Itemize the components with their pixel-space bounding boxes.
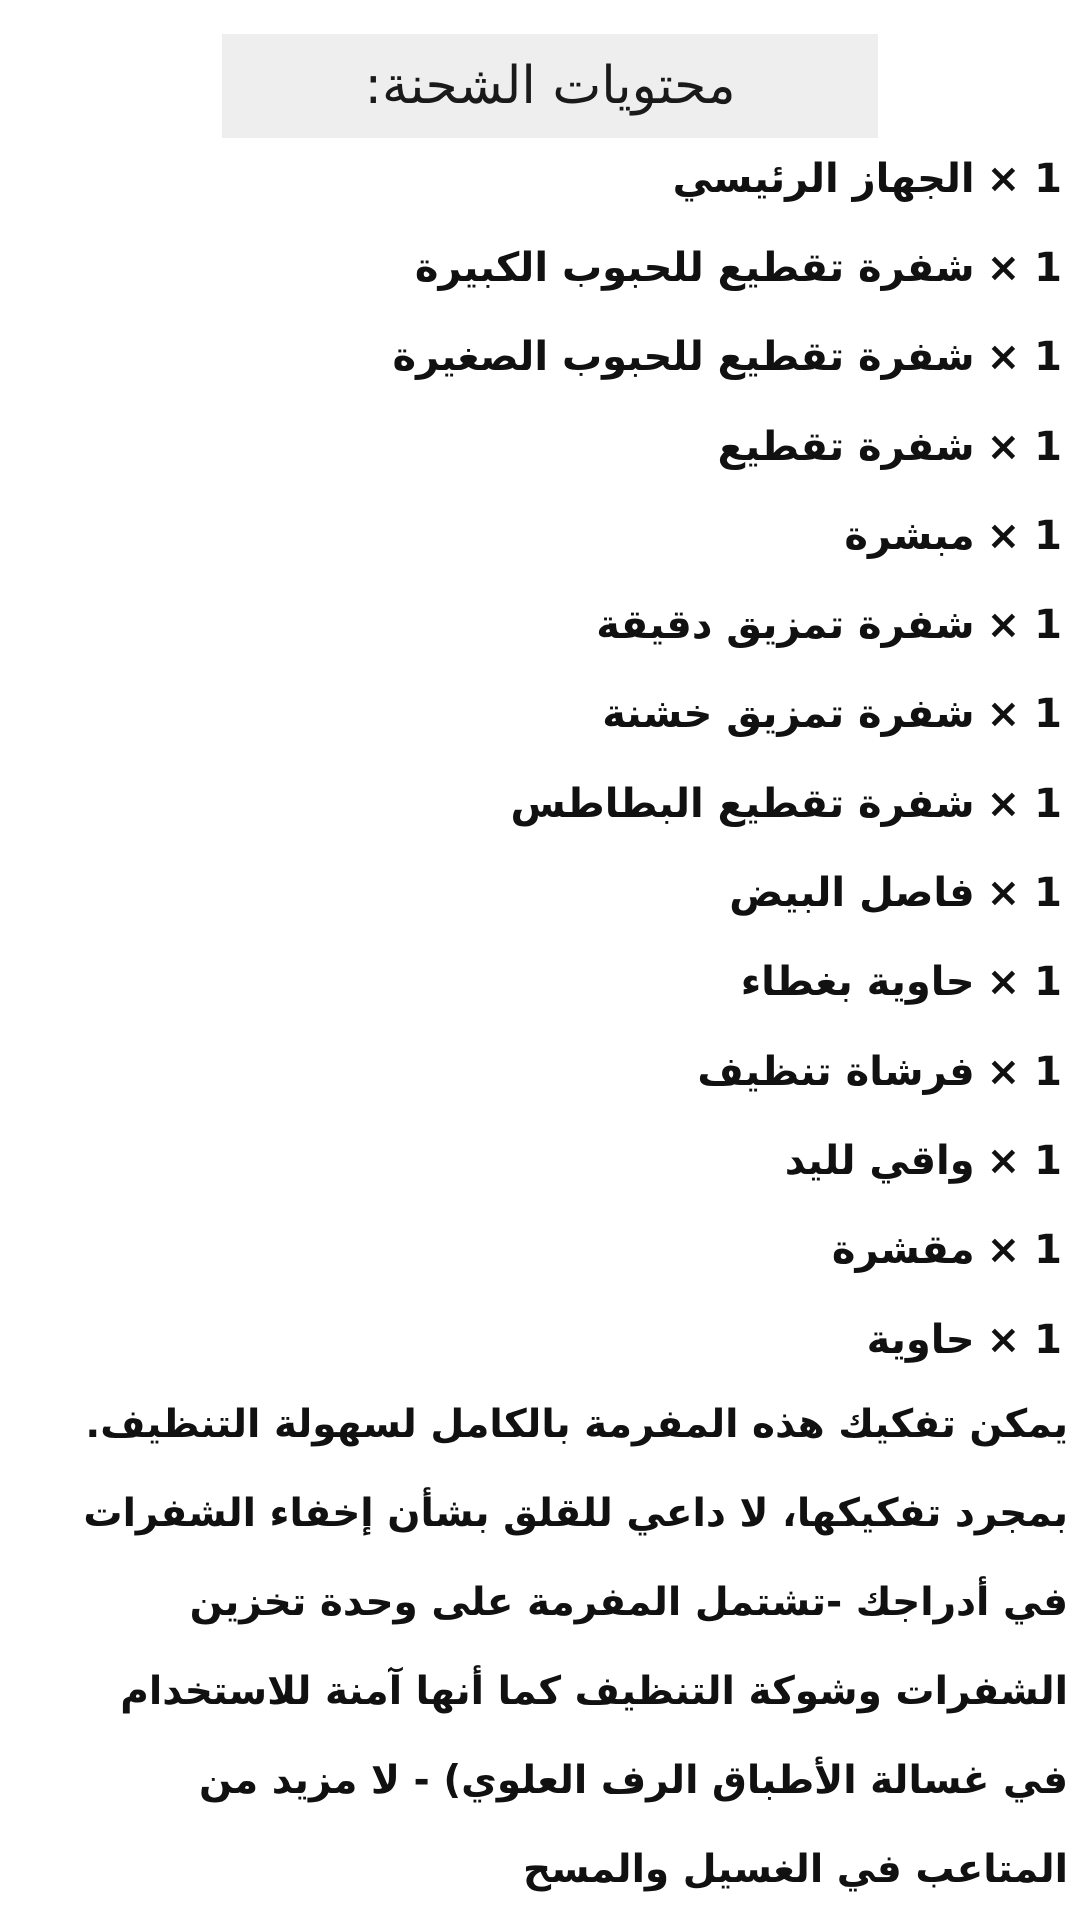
item-label: فاصل البيض xyxy=(729,870,975,917)
multiply-sign: × xyxy=(986,602,1021,649)
item-quantity: 1 xyxy=(1034,244,1062,291)
multiply-sign: × xyxy=(986,1316,1021,1363)
multiply-sign: × xyxy=(986,870,1021,917)
item-label: مقشرة xyxy=(831,1227,975,1274)
item-quantity: 1 xyxy=(1034,780,1062,827)
list-item xyxy=(62,223,1062,312)
multiply-sign: × xyxy=(986,512,1021,559)
item-label: مبشرة xyxy=(844,512,975,559)
item-quantity: 1 xyxy=(1034,1316,1062,1363)
item-quantity: 1 xyxy=(1034,423,1062,470)
item-quantity: 1 xyxy=(1034,155,1062,202)
multiply-sign: × xyxy=(986,244,1021,291)
item-label: واقي لليد xyxy=(784,1137,975,1184)
multiply-sign: × xyxy=(986,1227,1021,1274)
item-label: شفرة تقطيع xyxy=(717,423,975,470)
multiply-sign: × xyxy=(986,1048,1021,1095)
item-label: حاوية بغطاء xyxy=(740,959,975,1006)
list-item xyxy=(62,1206,1062,1295)
multiply-sign: × xyxy=(986,780,1021,827)
item-quantity: 1 xyxy=(1034,870,1062,917)
description-paragraph: يمكن تفكيك هذه المفرمة بالكامل لسهولة التنظيف. بمجرد تفكيكها، لا داعي للقلق بشأن إخفاء الشفرات في أدراجك -تشتمل المفرمة على وحدة تخزين الشفرات وشوكة التنظيف كما أنها آمنة للاستخدام في غسالة الأطباق الرف العلوي) - لا مزيد من المتاعب في الغسيل والمسح xyxy=(83,1402,1068,1892)
item-quantity: 1 xyxy=(1034,691,1062,738)
multiply-sign: × xyxy=(986,1137,1021,1184)
multiply-sign: × xyxy=(986,334,1021,381)
list-item xyxy=(62,759,1062,848)
contents-list xyxy=(62,134,1062,1384)
item-quantity: 1 xyxy=(1034,1048,1062,1095)
list-item xyxy=(62,1027,1062,1116)
item-label: شفرة تقطيع البطاطس xyxy=(510,780,975,827)
list-item xyxy=(62,938,1062,1027)
multiply-sign: × xyxy=(986,423,1021,470)
multiply-sign: × xyxy=(986,691,1021,738)
item-label: شفرة تمزيق خشنة xyxy=(602,691,975,738)
multiply-sign: × xyxy=(986,959,1021,1006)
item-label: شفرة تقطيع للحبوب الصغيرة xyxy=(392,334,975,381)
title-banner xyxy=(222,34,878,138)
item-quantity: 1 xyxy=(1034,602,1062,649)
item-quantity: 1 xyxy=(1034,959,1062,1006)
list-item xyxy=(62,848,1062,937)
item-quantity: 1 xyxy=(1034,512,1062,559)
item-quantity: 1 xyxy=(1034,1137,1062,1184)
item-label: الجهاز الرئيسي xyxy=(672,155,975,202)
list-item xyxy=(62,670,1062,759)
list-item xyxy=(62,491,1062,580)
item-label: شفرة تقطيع للحبوب الكبيرة xyxy=(414,244,975,291)
list-item xyxy=(62,313,1062,402)
list-item xyxy=(62,402,1062,491)
multiply-sign: × xyxy=(986,155,1021,202)
list-item xyxy=(62,580,1062,669)
page-title: محتويات الشحنة: xyxy=(364,56,736,116)
item-quantity: 1 xyxy=(1034,1227,1062,1274)
item-label: فرشاة تنظيف xyxy=(697,1048,975,1095)
list-item xyxy=(62,134,1062,223)
item-quantity: 1 xyxy=(1034,334,1062,381)
item-label: شفرة تمزيق دقيقة xyxy=(596,602,975,649)
item-label: حاوية xyxy=(866,1316,975,1363)
list-item xyxy=(62,1116,1062,1205)
list-item xyxy=(62,1295,1062,1384)
